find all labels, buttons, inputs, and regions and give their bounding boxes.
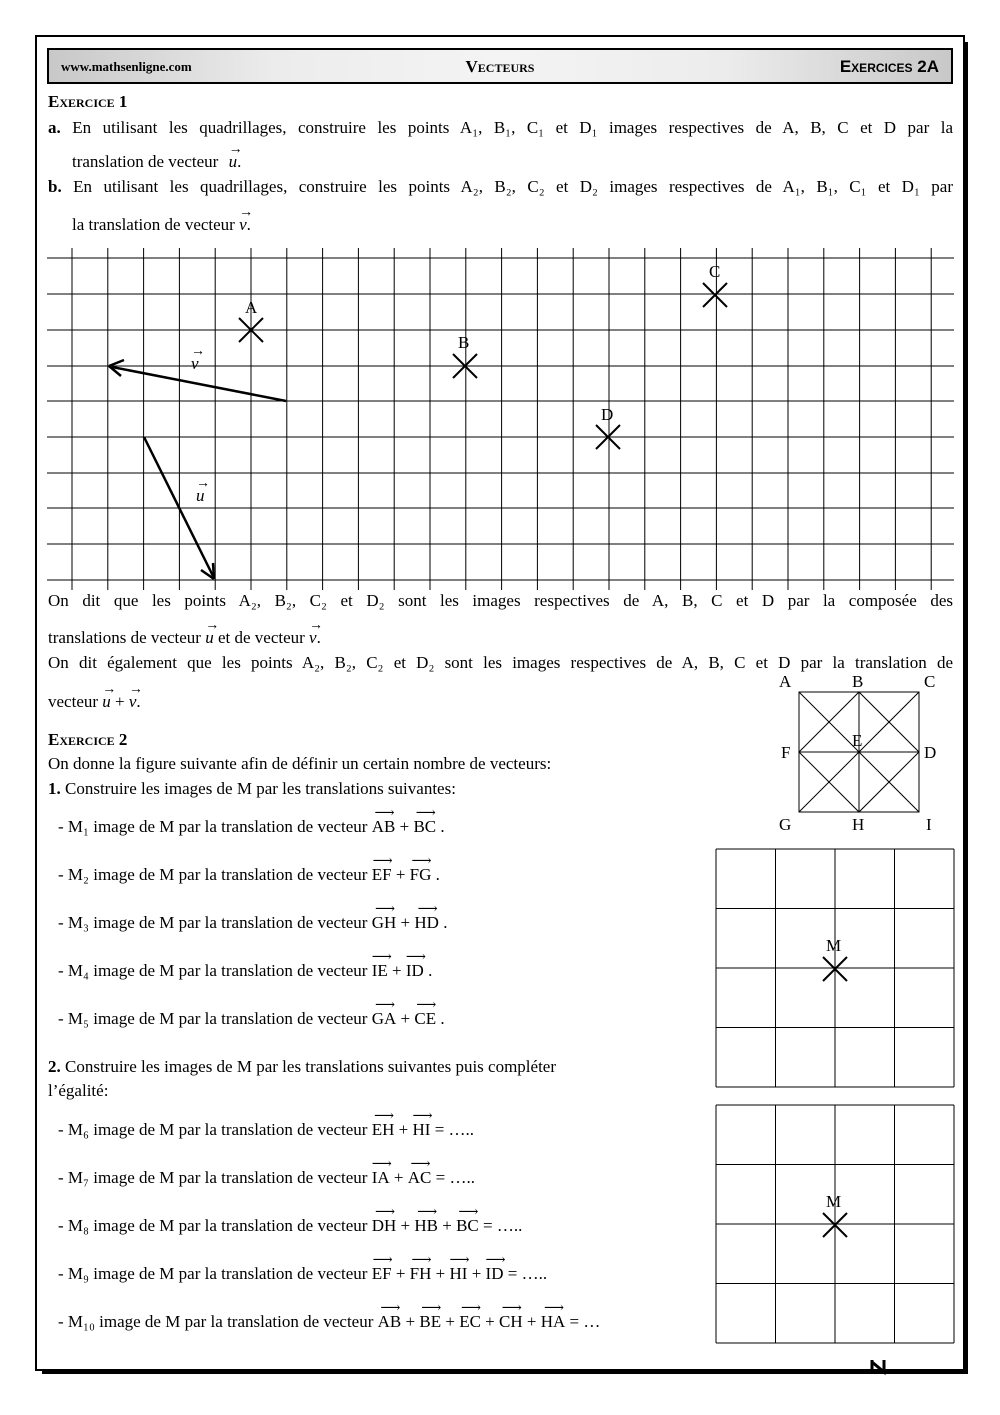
vector-arrow-icon: ⟶ xyxy=(412,1109,431,1124)
plus-sign: + xyxy=(396,1216,415,1235)
plus-sign: + xyxy=(438,1216,457,1235)
vector-arrow-icon: ⟶ xyxy=(417,902,436,917)
note2-line2: vecteur → u + → v. xyxy=(48,682,143,711)
image-point-name: - M₉ xyxy=(58,1264,94,1283)
note1-line1: On dit que les points A₂, B₂, C₂ et D₂ sont les images respectives de A, B, C et D par la composée des xyxy=(48,591,953,610)
ex2-q1-text: Construire les images de M par les translations suivantes: xyxy=(65,779,456,798)
item-tail: = ….. xyxy=(503,1264,548,1283)
item-tail: . xyxy=(436,817,445,836)
item-tail: = ….. xyxy=(478,1216,523,1235)
vector-v-text: v xyxy=(128,692,137,711)
vector-arrow-icon: ⟶ xyxy=(374,998,394,1013)
vector-arrow-icon: ⟶ xyxy=(374,1109,393,1124)
plus-sign: + xyxy=(480,1312,500,1331)
exercise2-title: Exercice 2 xyxy=(48,730,128,749)
vector-v-text: v xyxy=(309,628,317,647)
vector-arrow-icon: ⟶ xyxy=(374,806,393,821)
figure-label-b: B xyxy=(852,672,864,691)
vector-name: ⟶ GA xyxy=(371,998,397,1028)
translation-prefix: image de M par la translation de vecteur xyxy=(93,1120,372,1139)
translation-prefix: image de M par la translation de vecteur xyxy=(93,913,372,932)
vector-name: ⟶ FG xyxy=(409,854,432,884)
vector-name: ⟶ AB xyxy=(377,1301,402,1331)
item-tail: = ….. xyxy=(430,1120,475,1139)
vector-arrow-icon: ⟶ xyxy=(372,854,391,869)
vector-arrow-icon: ⟶ xyxy=(449,1253,468,1268)
vector-name: ⟶ FH xyxy=(409,1253,432,1283)
vector-name: ⟶ BC xyxy=(413,806,437,836)
ex1-b-text2: la translation de vecteur xyxy=(72,215,235,234)
note1-text-a: translations de vecteur xyxy=(48,628,201,647)
site-url: www.mathsenligne.com xyxy=(61,59,192,74)
plus-sign: + xyxy=(441,1312,460,1331)
vector-arrow-icon: ⟶ xyxy=(380,1301,399,1316)
ex1-b-text: En utilisant les quadrillages, construire les points A₂, B₂, C₂ et D₂ images respectives de A₁, B₁, C₁ et D₁ par xyxy=(73,177,954,196)
vector-v-label: → v xyxy=(191,344,205,373)
ex2-intro: On donne la figure suivante afin de définir un certain nombre de vecteurs: xyxy=(48,754,552,773)
plus-sign: + xyxy=(401,1312,420,1331)
vector-arrow-icon: ⟶ xyxy=(374,1205,394,1220)
translation-prefix: image de M par la translation de vecteur xyxy=(93,1009,372,1028)
item-tail: . xyxy=(423,961,433,980)
note1-line2: translations de vecteur → u et de vecteur → v. xyxy=(48,618,324,647)
image-point-name: - M₁ xyxy=(58,817,94,836)
vector-name: ⟶ IE xyxy=(371,950,390,980)
vector-arrow-icon: ⟶ xyxy=(461,1301,480,1316)
item-tail: . xyxy=(436,1009,445,1028)
note2-line1: On dit également que les points A₂, B₂, C₂ et D₂ sont les images respectives de A, B, C et D par la translation de xyxy=(48,653,953,672)
ex2-q1-label: 1. xyxy=(48,779,61,798)
plus-sign: + xyxy=(391,865,410,884)
vector-name: ⟶ HB xyxy=(414,1205,438,1235)
translation-prefix: image de M par la translation de vecteur xyxy=(93,1168,372,1187)
translation-prefix: image de M par la translation de vecteur xyxy=(93,961,372,980)
vector-name: ⟶ HD xyxy=(414,902,439,932)
translation-prefix: image de M par la translation de vecteur xyxy=(93,817,372,836)
item-tail: . xyxy=(431,865,440,884)
figure-label-h: H xyxy=(852,815,865,834)
figure-label-i: I xyxy=(926,815,932,834)
vector-u-text: u xyxy=(196,486,205,505)
point-d-label: D xyxy=(601,405,614,424)
plus-sign: + xyxy=(391,1264,410,1283)
ex1-a-text: En utilisant les quadrillages, construire les points A₁, B₁, C₁ et D₁ images respectives de A, B, C et D par la xyxy=(72,118,954,137)
vector-arrow-icon: ⟶ xyxy=(458,1205,477,1220)
translation-prefix: image de M par la translation de vecteur xyxy=(99,1312,378,1331)
plus-sign: + xyxy=(431,1264,450,1283)
exercise-number: Exercices 2A xyxy=(839,57,939,76)
vector-name: ⟶ DH xyxy=(371,1205,397,1235)
reference-square-figure xyxy=(799,692,919,812)
vector-arrow-icon: ⟶ xyxy=(372,1253,391,1268)
vector-arrow-icon: ⟶ xyxy=(543,1301,563,1316)
vector-arrow-icon: ⟶ xyxy=(405,950,424,965)
vector-arrow-icon: ⟶ xyxy=(371,1157,390,1172)
plus-sign: + xyxy=(522,1312,541,1331)
note2-text: vecteur xyxy=(48,692,99,711)
point-b-label: B xyxy=(458,333,470,352)
ex1-b-label: b. xyxy=(48,177,62,196)
ex1-a-text2: translation de vecteur xyxy=(72,152,219,171)
vector-arrow-icon: ⟶ xyxy=(374,902,394,917)
vector-arrow-icon: ⟶ xyxy=(416,998,435,1013)
image-point-name: - M₈ xyxy=(58,1216,94,1235)
vector-u-text: u xyxy=(102,692,111,711)
plus-sign: + xyxy=(387,961,406,980)
vector-name: ⟶ CE xyxy=(414,998,437,1028)
figure-label-f: F xyxy=(781,743,791,762)
vector-arrow-icon: ⟶ xyxy=(417,1205,436,1220)
vector-name: ⟶ AB xyxy=(371,806,396,836)
image-point-name: - M₂ xyxy=(58,865,94,884)
vector-arrow-icon: ⟶ xyxy=(421,1301,440,1316)
vector-name: ⟶ EC xyxy=(459,1301,481,1331)
vector-arrow-icon: ⟶ xyxy=(410,1157,429,1172)
item-tail: = … xyxy=(565,1312,601,1331)
vector-v-text: v xyxy=(191,354,199,373)
vector-name: ⟶ AC xyxy=(407,1157,432,1187)
point-c-label: C xyxy=(709,262,721,281)
ex2-q2-line2: l’égalité: xyxy=(48,1081,109,1100)
figure-label-a: A xyxy=(779,672,792,691)
vector-name: ⟶ HI xyxy=(449,1253,468,1283)
image-point-name: - M₁₀ xyxy=(58,1312,100,1331)
exercise1-title: Exercice 1 xyxy=(48,92,128,111)
plus-sign: + xyxy=(396,1009,415,1028)
vector-name: ⟶ ID xyxy=(405,950,424,980)
figure-label-c: C xyxy=(924,672,936,691)
figure-label-e: E xyxy=(852,731,863,750)
image-point-name: - M₄ xyxy=(58,961,94,980)
ex1-a-label: a. xyxy=(48,118,61,137)
figure-label-g: G xyxy=(779,815,792,834)
ex1-a-line2: translation de vecteur → u. xyxy=(72,142,243,171)
image-point-name: - M₇ xyxy=(58,1168,94,1187)
image-point-name: - M₆ xyxy=(58,1120,94,1139)
vector-u-symbol: u xyxy=(228,152,238,171)
image-point-name: - M₅ xyxy=(58,1009,94,1028)
vector-u-text: u xyxy=(205,628,214,647)
vector-arrow-icon: ⟶ xyxy=(415,806,434,821)
vector-arrow-icon: ⟶ xyxy=(501,1301,520,1316)
vector-name: ⟶ GH xyxy=(371,902,397,932)
vector-name: ⟶ BE xyxy=(419,1301,442,1331)
plus-sign: + xyxy=(389,1168,408,1187)
vector-name: ⟶ HI xyxy=(412,1109,431,1139)
point-a-label: A xyxy=(245,298,258,317)
ex2-q2-label: 2. xyxy=(48,1057,61,1076)
vector-name: ⟶ IA xyxy=(371,1157,390,1187)
vector-name: ⟶ ID xyxy=(485,1253,504,1283)
image-point-name: - M₃ xyxy=(58,913,94,932)
vector-name: ⟶ EF xyxy=(371,1253,392,1283)
vector-arrow-icon: ⟶ xyxy=(485,1253,504,1268)
ex2-q2-text: Construire les images de M par les translations suivantes puis compléter xyxy=(65,1057,557,1076)
translation-prefix: image de M par la translation de vecteur xyxy=(93,865,372,884)
point-m-label: M xyxy=(826,936,842,955)
vector-name: ⟶ EH xyxy=(371,1109,395,1139)
vector-arrow-icon: ⟶ xyxy=(411,854,430,869)
page-title: Vecteurs xyxy=(465,57,535,76)
item-tail: = ….. xyxy=(431,1168,475,1187)
item-tail: . xyxy=(438,913,448,932)
figure-label-d: D xyxy=(924,743,937,762)
plus-sign: + xyxy=(394,1120,413,1139)
vector-name: ⟶ EF xyxy=(371,854,392,884)
translation-prefix: image de M par la translation de vecteur xyxy=(93,1264,372,1283)
vector-arrow-icon: ⟶ xyxy=(371,950,390,965)
vector-arrow-icon: ⟶ xyxy=(411,1253,430,1268)
vector-u-label: → u xyxy=(196,476,210,505)
vector-name: ⟶ CH xyxy=(499,1301,523,1331)
translation-prefix: image de M par la translation de vecteur xyxy=(93,1216,372,1235)
plus-sign: + xyxy=(467,1264,486,1283)
ex1-b-line2: la translation de vecteur → v. xyxy=(72,205,254,234)
vector-name: ⟶ HA xyxy=(540,1301,566,1331)
plus-sign: + xyxy=(395,817,414,836)
plus-sign: + xyxy=(396,913,415,932)
note1-text-b: et de vecteur xyxy=(217,628,305,647)
vector-v-symbol: v xyxy=(239,215,247,234)
vector-name: ⟶ BC xyxy=(456,1205,479,1235)
point-m-label: M xyxy=(826,1192,842,1211)
